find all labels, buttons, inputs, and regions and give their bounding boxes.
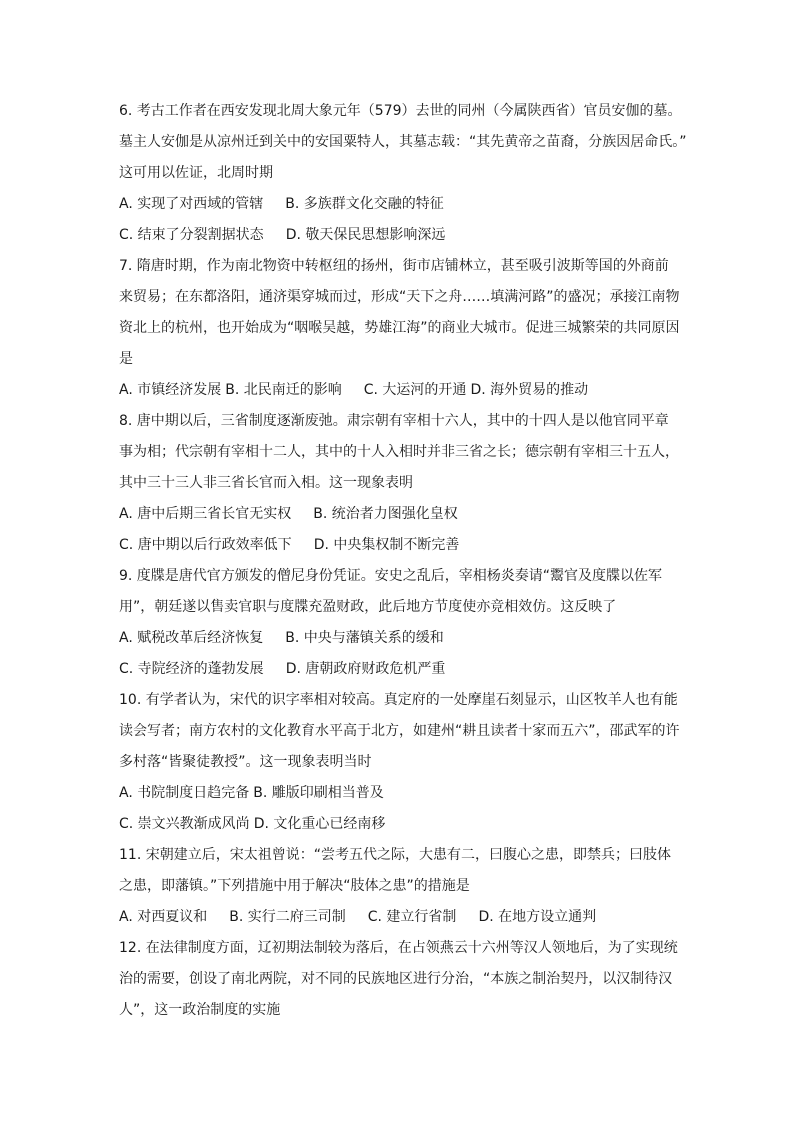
q10-stem-line-1: 10. 有学者认为，宋代的识字率相对较高。真定府的一处摩崖石刻显示，山区牧羊人也有能: [119, 692, 678, 708]
q8-options-row-2: [119, 530, 679, 561]
q7-option-d[interactable]: D. 海外贸易的推动: [470, 382, 589, 398]
q11-stem-line-2: 之患，即藩镇。”下列措施中用于解决“肢体之患”的措施是: [119, 878, 470, 894]
q6-option-c[interactable]: C. 结束了分裂割据状态: [119, 227, 264, 243]
q10-options-row-2: [119, 809, 679, 840]
q12-stem-line-3: 人”，这一政治制度的实施: [119, 1002, 281, 1018]
q12-stem-line-2: 治的需要，创设了南北两院，对不同的民族地区进行分治，“本族之制治契丹，以汉制待汉: [119, 971, 673, 987]
q9-option-d[interactable]: D. 唐朝政府财政危机严重: [285, 661, 446, 677]
question-10: [119, 685, 679, 840]
q9-stem-line-1: 9. 度牒是唐代官方颁发的僧尼身份凭证。安史之乱后，宰相杨炎奏请“鬻官及度牒以佐军: [119, 568, 663, 584]
q7-option-b[interactable]: B. 北民南迁的影响: [225, 382, 342, 398]
q8-stem-line-1: 8. 唐中期以后，三省制度逐渐废弛。肃宗朝有宰相十六人，其中的十四人是以他官同平章: [119, 413, 669, 429]
q10-option-a[interactable]: A. 书院制度日趋完备: [119, 785, 250, 801]
q6-stem-line-3: 这可用以佐证，北周时期: [119, 165, 273, 181]
q7-stem-line-4: 是: [119, 351, 133, 367]
question-11: [119, 840, 679, 933]
q11-option-d[interactable]: D. 在地方设立通判: [478, 909, 597, 925]
q8-option-b[interactable]: B. 统治者力图强化皇权: [313, 506, 458, 522]
question-6: [119, 96, 687, 251]
q7-option-c[interactable]: C. 大运河的开通: [363, 382, 467, 398]
q9-option-a[interactable]: A. 赋税改革后经济恢复: [119, 630, 264, 646]
q12-stem-line-1: 12. 在法律制度方面，辽初期法制较为落后，在占领燕云十六州等汉人领地后，为了实现统: [119, 940, 678, 956]
q9-options-row-1: [119, 623, 679, 654]
q9-stem-line-2: 用”，朝廷遂以售卖官职与度牒充盈财政，此后地方节度使亦竞相效仿。这反映了: [119, 599, 617, 615]
q6-options-row-2: [119, 220, 679, 251]
q11-option-c[interactable]: C. 建立行省制: [367, 909, 457, 925]
question-9: [119, 561, 679, 685]
q7-options-row-1: [119, 375, 679, 406]
exam-page: [119, 96, 687, 1026]
q7-stem-line-2: 来贸易；在东都洛阳，通济渠穿城而过，形成“天下之舟……填满河路”的盛况；承接江南物: [119, 289, 680, 305]
question-12: [119, 933, 679, 1026]
q11-stem-line-1: 11. 宋朝建立后，宋太祖曾说：“尝考五代之际，大患有二，曰腹心之患，即禁兵；曰肢体: [119, 847, 671, 863]
q8-option-d[interactable]: D. 中央集权制不断完善: [313, 537, 460, 553]
q7-option-a[interactable]: A. 市镇经济发展: [119, 382, 222, 398]
q10-stem-line-3: 多村落“皆聚徒教授”。这一现象表明当时: [119, 754, 372, 770]
q6-option-a[interactable]: A. 实现了对西域的管辖: [119, 196, 264, 212]
q10-option-b[interactable]: B. 雕版印刷相当普及: [253, 785, 384, 801]
q10-options-row-1: [119, 778, 679, 809]
q6-option-b[interactable]: B. 多族群文化交融的特征: [285, 196, 444, 212]
q11-option-a[interactable]: A. 对西夏议和: [119, 909, 208, 925]
q6-options-row-1: [119, 189, 679, 220]
q9-option-c[interactable]: C. 寺院经济的蓬勃发展: [119, 661, 264, 677]
q9-option-b[interactable]: B. 中央与藩镇关系的缓和: [285, 630, 444, 646]
q8-options-row-1: [119, 499, 679, 530]
q7-stem-line-3: 资北上的杭州，也开始成为“咽喉吴越，势雄江海”的商业大城市。促进三城繁荣的共同原因: [119, 320, 680, 336]
q6-stem-line-1: 6. 考古工作者在西安发现北周大象元年（579）去世的同州（今属陕西省）官员安伽的墓。: [119, 103, 682, 119]
q8-option-a[interactable]: A. 唐中后期三省长官无实权: [119, 506, 292, 522]
q8-stem-line-2: 事为相；代宗朝有宰相十二人，其中的十人入相时并非三省之长；德宗朝有宰相三十五人，: [119, 444, 679, 460]
q8-stem-line-3: 其中三十三人非三省长官而入相。这一现象表明: [119, 475, 413, 491]
question-7: [119, 251, 679, 406]
question-8: [119, 406, 679, 561]
q6-stem-line-2: 墓主人安伽是从凉州迁到关中的安国粟特人，其墓志载：“其先黄帝之苗裔，分族因居命氏。”: [119, 134, 687, 150]
q10-stem-line-2: 读会写者；南方农村的文化教育水平高于北方，如建州“耕且读者十家而五六”，邵武军的许: [119, 723, 680, 739]
q10-option-c[interactable]: C. 崇文兴教渐成风尚: [119, 816, 250, 832]
q7-stem-line-1: 7. 隋唐时期，作为南北物资中转枢纽的扬州，街市店铺林立，甚至吸引波斯等国的外商前: [119, 258, 669, 274]
q8-option-c[interactable]: C. 唐中期以后行政效率低下: [119, 537, 292, 553]
q6-option-d[interactable]: D. 敬天保民思想影响深远: [285, 227, 446, 243]
q9-options-row-2: [119, 654, 679, 685]
q10-option-d[interactable]: D. 文化重心已经南移: [253, 816, 386, 832]
q11-options-row-1: [119, 902, 679, 933]
q11-option-b[interactable]: B. 实行二府三司制: [229, 909, 346, 925]
